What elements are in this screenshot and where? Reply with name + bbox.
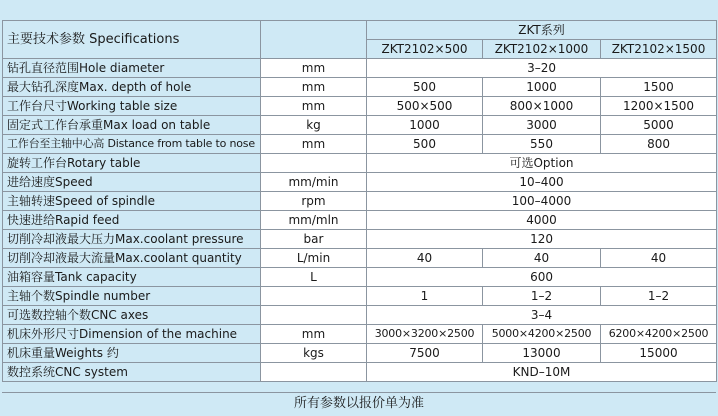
spec-value: 800 xyxy=(601,135,717,154)
spec-row xyxy=(3,249,717,268)
spec-value: 6200×4200×2500 xyxy=(601,325,717,344)
spec-value: 1000 xyxy=(483,78,601,97)
spec-unit: kg xyxy=(261,116,367,135)
spec-row xyxy=(3,287,717,306)
spec-value: 4000 xyxy=(367,211,717,230)
spec-value: 1–2 xyxy=(483,287,601,306)
spec-value: 500 xyxy=(367,135,483,154)
spec-name: 可选数控轴个数CNC axes xyxy=(3,306,261,325)
spec-name: 主轴转速Speed of spindle xyxy=(3,192,261,211)
spec-row xyxy=(3,306,717,325)
spec-value: 1 xyxy=(367,287,483,306)
spec-unit: kgs xyxy=(261,344,367,363)
spec-unit: mm xyxy=(261,97,367,116)
spec-value: 100–4000 xyxy=(367,192,717,211)
spec-unit xyxy=(261,363,367,382)
spec-value: 10–400 xyxy=(367,173,717,192)
spec-row xyxy=(3,173,717,192)
spec-unit: L xyxy=(261,268,367,287)
spec-value: 500 xyxy=(367,78,483,97)
spec-value: 1–2 xyxy=(601,287,717,306)
spec-name: 油箱容量Tank capacity xyxy=(3,268,261,287)
spec-row xyxy=(3,192,717,211)
spec-value: 13000 xyxy=(483,344,601,363)
spec-name: 数控系统CNC system xyxy=(3,363,261,382)
spec-value: 500×500 xyxy=(367,97,483,116)
spec-unit: rpm xyxy=(261,192,367,211)
spec-value: 3–20 xyxy=(367,59,717,78)
spec-name: 钻孔直径范围Hole diameter xyxy=(3,59,261,78)
spec-name: 机床外形尺寸Dimension of the machine xyxy=(3,325,261,344)
spec-value: 40 xyxy=(367,249,483,268)
spec-unit: mm/mln xyxy=(261,211,367,230)
spec-value: 1000 xyxy=(367,116,483,135)
spec-value: 1200×1500 xyxy=(601,97,717,116)
spec-name: 快速进给Rapid feed xyxy=(3,211,261,230)
spec-name: 切削冷却液最大流量Max.coolant quantity xyxy=(3,249,261,268)
spec-unit: L/min xyxy=(261,249,367,268)
spec-name: 工作台至主轴中心高 Distance from table to nose xyxy=(3,135,261,154)
spec-row xyxy=(3,230,717,249)
spec-name: 旋转工作台Rotary table xyxy=(3,154,261,173)
spec-row xyxy=(3,363,717,382)
spec-row xyxy=(3,325,717,344)
spec-value: 800×1000 xyxy=(483,97,601,116)
spec-unit xyxy=(261,154,367,173)
spec-value: 120 xyxy=(367,230,717,249)
footer-note: 所有参数以报价单为准 xyxy=(2,392,716,415)
spec-row xyxy=(3,344,717,363)
spec-value: 3000 xyxy=(483,116,601,135)
spec-row xyxy=(3,211,717,230)
spec-row xyxy=(3,97,717,116)
model-header: ZKT2102×1500 xyxy=(601,40,717,59)
spec-unit: mm xyxy=(261,135,367,154)
spec-row xyxy=(3,268,717,287)
spec-row xyxy=(3,78,717,97)
spec-name: 进给速度Speed xyxy=(3,173,261,192)
spec-row xyxy=(3,154,717,173)
series-title: ZKT系列 xyxy=(367,21,717,40)
spec-value: 550 xyxy=(483,135,601,154)
header-row-1 xyxy=(3,21,717,40)
spec-value: 40 xyxy=(483,249,601,268)
spec-value: 3–4 xyxy=(367,306,717,325)
spec-value: 5000×4200×2500 xyxy=(483,325,601,344)
spec-value: KND–10M xyxy=(367,363,717,382)
unit-header xyxy=(261,21,367,59)
spec-unit: bar xyxy=(261,230,367,249)
spec-value: 15000 xyxy=(601,344,717,363)
table-title: 主要技术参数 Specifications xyxy=(3,21,261,59)
spec-value: 5000 xyxy=(601,116,717,135)
spec-value: 600 xyxy=(367,268,717,287)
spec-unit: mm xyxy=(261,78,367,97)
spec-value: 1500 xyxy=(601,78,717,97)
spec-value: 3000×3200×2500 xyxy=(367,325,483,344)
spec-name: 固定式工作台承重Max load on table xyxy=(3,116,261,135)
spec-name: 工作台尺寸Working table size xyxy=(3,97,261,116)
model-header: ZKT2102×1000 xyxy=(483,40,601,59)
spec-row xyxy=(3,116,717,135)
spec-name: 主轴个数Spindle number xyxy=(3,287,261,306)
spec-name: 最大钻孔深度Max. depth of hole xyxy=(3,78,261,97)
spec-unit: mm xyxy=(261,325,367,344)
spec-table xyxy=(2,20,717,382)
spec-name: 机床重量Weights 约 xyxy=(3,344,261,363)
spec-name: 切削冷却液最大压力Max.coolant pressure xyxy=(3,230,261,249)
spec-unit xyxy=(261,306,367,325)
spec-value: 40 xyxy=(601,249,717,268)
spec-row xyxy=(3,59,717,78)
spec-value: 可选Option xyxy=(367,154,717,173)
spec-row xyxy=(3,135,717,154)
spec-value: 7500 xyxy=(367,344,483,363)
spec-unit: mm xyxy=(261,59,367,78)
spec-unit: mm/min xyxy=(261,173,367,192)
spec-unit xyxy=(261,287,367,306)
model-header: ZKT2102×500 xyxy=(367,40,483,59)
